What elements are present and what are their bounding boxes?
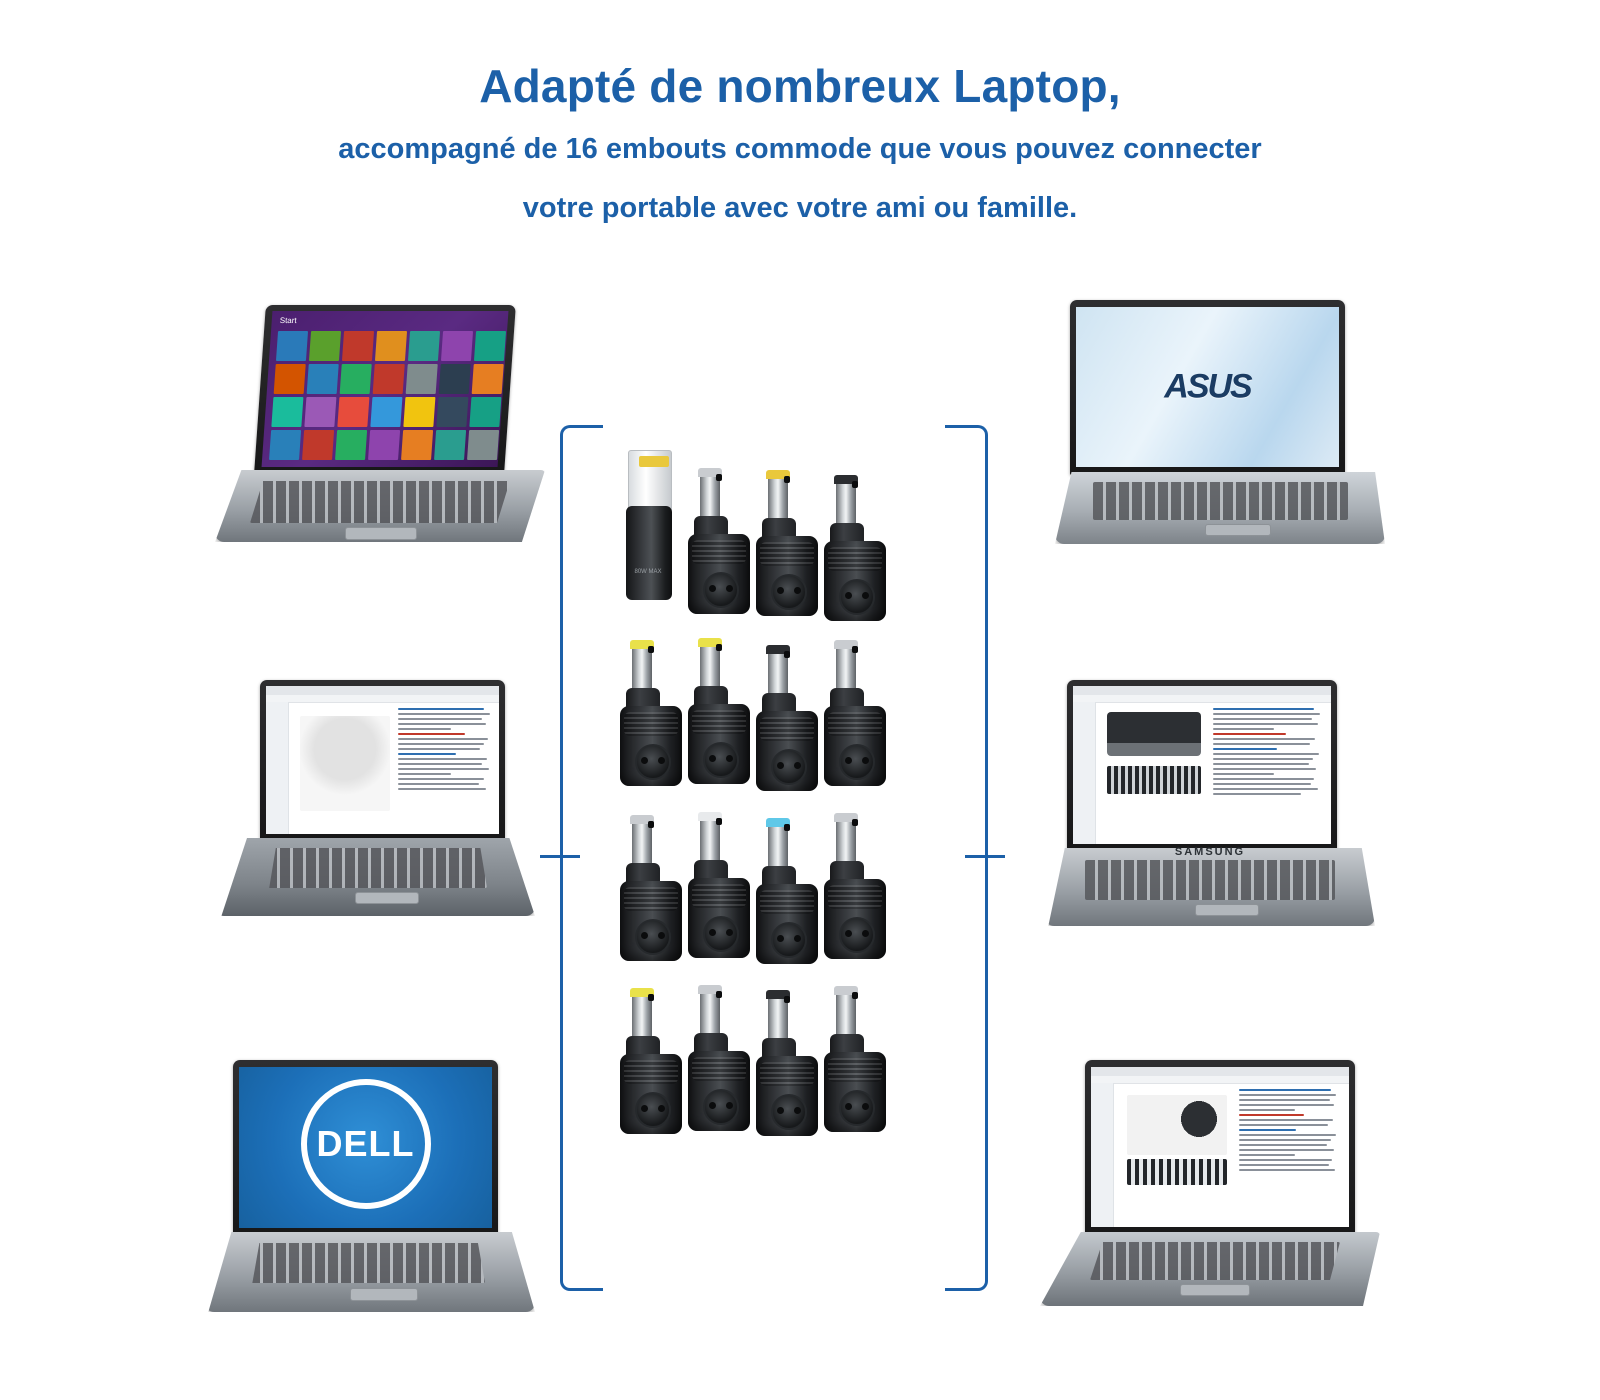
adapter-tip-7-grip <box>760 717 814 741</box>
laptop-acer-screen <box>266 686 499 834</box>
dell-logo-text: DELL <box>316 1123 415 1165</box>
browser-sidebar <box>266 702 289 834</box>
bracket-left-stem <box>540 855 580 858</box>
adapter-tip-9 <box>620 815 682 965</box>
product-page <box>1091 1067 1349 1227</box>
laptop-asus <box>1055 300 1385 555</box>
laptop-acer-touchpad <box>355 892 419 904</box>
adapter-tip-5-pin <box>648 646 654 653</box>
adapter-tip-6 <box>688 638 750 788</box>
laptop-dell-touchpad <box>350 1288 418 1301</box>
bracket-left <box>560 425 603 1291</box>
adapter-tip-6-grip <box>692 710 746 734</box>
adapter-tip-4 <box>824 475 886 625</box>
adapter-tip-14-socket <box>703 1089 739 1125</box>
adapter-tip-2-pin <box>716 474 722 481</box>
adapter-tip-3 <box>756 470 818 620</box>
adapter-tip-13-pin <box>648 994 654 1001</box>
laptop-samsung-keyboard <box>1085 860 1335 900</box>
adapter-tip-14 <box>688 985 750 1135</box>
adapter-tip-4-grip <box>828 547 882 571</box>
browser-sidebar <box>1073 702 1096 844</box>
laptop-asus-touchpad <box>1205 524 1271 536</box>
adapter-tip-7-pin <box>784 651 790 658</box>
adapter-tip-1-label: 80W MAX <box>634 569 662 575</box>
adapter-tip-8-socket <box>839 744 875 780</box>
laptop-thinkpad-keyboard <box>1090 1242 1340 1280</box>
adapter-tip-12-pin <box>852 819 858 826</box>
page-text-block <box>398 708 494 830</box>
adapter-tip-5 <box>620 640 682 790</box>
adapter-tip-1-body <box>626 506 672 600</box>
adapter-tip-6-socket <box>703 742 739 778</box>
adapter-tip-13 <box>620 988 682 1138</box>
laptop-dell <box>205 1060 535 1310</box>
adapter-tip-3-grip <box>760 542 814 566</box>
adapter-tip-13-socket <box>635 1092 671 1128</box>
product-page <box>1073 686 1331 844</box>
adapter-tip-11 <box>756 818 818 968</box>
adapter-tip-10 <box>688 812 750 962</box>
adapter-tip-10-socket <box>703 916 739 952</box>
adapter-tip-5-socket <box>635 744 671 780</box>
bracket-right-stem <box>965 855 1005 858</box>
adapter-tip-9-pin <box>648 821 654 828</box>
adapter-tip-10-pin <box>716 818 722 825</box>
laptop-samsung-brand: SAMSUNG <box>1174 846 1246 858</box>
laptop-hp-screen <box>262 311 509 467</box>
adapter-tip-2-grip <box>692 540 746 564</box>
adapter-tip-16-grip <box>828 1058 882 1082</box>
asus-logo-text: ASUS <box>1164 367 1251 406</box>
laptop-dell-keyboard <box>250 1243 485 1283</box>
laptop-hp-touchpad <box>345 527 417 540</box>
adapter-tip-1-connector <box>628 450 672 512</box>
adapter-tip-16-socket <box>839 1090 875 1126</box>
adapter-tip-6-pin <box>716 644 722 651</box>
windows-tile-grid <box>269 331 506 460</box>
browser-page <box>266 686 499 834</box>
adapter-tip-8-pin <box>852 646 858 653</box>
adapter-tip-14-pin <box>716 991 722 998</box>
adapter-tip-2-socket <box>703 572 739 608</box>
browser-toolbar <box>1073 695 1331 703</box>
laptop-dell-screen <box>239 1067 492 1228</box>
page-text-block <box>1239 1089 1341 1223</box>
adapter-tip-7 <box>756 645 818 795</box>
adapter-tip-15-pin <box>784 996 790 1003</box>
adapter-tip-4-pin <box>852 481 858 488</box>
adapter-tip-1-collar <box>639 456 669 467</box>
bracket-right <box>945 425 988 1291</box>
page-subtitle-line-2: votre portable avec votre ami ou famille. <box>522 191 1078 224</box>
adapter-tip-8 <box>824 640 886 790</box>
adapter-tip-7-socket <box>771 749 807 785</box>
laptop-hp <box>215 305 545 565</box>
adapter-tip-12-grip <box>828 885 882 909</box>
adapter-tip-14-grip <box>692 1057 746 1081</box>
product-photo-tip-set <box>1107 766 1201 794</box>
laptop-asus-screen <box>1076 307 1339 467</box>
laptop-samsung-screen <box>1073 686 1331 844</box>
laptop-thinkpad-screen <box>1091 1067 1349 1227</box>
adapter-tip-collection <box>600 440 940 1150</box>
product-photo-tip-row <box>1127 1159 1227 1185</box>
adapter-tip-16-pin <box>852 992 858 999</box>
laptop-thinkpad-touchpad <box>1180 1284 1250 1296</box>
adapter-tip-13-grip <box>624 1060 678 1084</box>
laptop-asus-keyboard <box>1093 482 1348 520</box>
laptop-samsung-touchpad <box>1195 904 1259 916</box>
adapter-tip-9-socket <box>635 919 671 955</box>
adapter-tip-10-grip <box>692 884 746 908</box>
dell-logo <box>301 1079 431 1209</box>
browser-toolbar <box>1091 1076 1349 1084</box>
adapter-tip-3-socket <box>771 574 807 610</box>
page-subtitle-line-1: accompagné de 16 embouts commode que vous pouvez connecter <box>338 132 1262 165</box>
adapter-tip-2 <box>688 468 750 618</box>
page-title: Adapté de nombreux Laptop, <box>479 60 1121 112</box>
adapter-tip-11-socket <box>771 922 807 958</box>
adapter-tip-12-socket <box>839 917 875 953</box>
laptop-acer <box>215 680 535 930</box>
product-photo-red-cable <box>300 716 390 811</box>
adapter-tip-9-grip <box>624 887 678 911</box>
adapter-tip-15-grip <box>760 1062 814 1086</box>
laptop-samsung <box>1045 680 1375 935</box>
browser-toolbar <box>266 695 499 703</box>
adapter-tip-3-pin <box>784 476 790 483</box>
page-text-block <box>1213 708 1323 840</box>
adapter-tip-11-pin <box>784 824 790 831</box>
adapter-tip-16 <box>824 986 886 1136</box>
laptop-acer-keyboard <box>267 848 487 888</box>
adapter-tip-12 <box>824 813 886 963</box>
windows-start-label: Start <box>279 316 298 325</box>
adapter-tip-1 <box>624 450 686 600</box>
laptop-thinkpad <box>1040 1060 1380 1310</box>
headline-block <box>0 60 1600 231</box>
laptop-hp-keyboard <box>250 481 510 523</box>
adapter-tip-11-grip <box>760 890 814 914</box>
product-photo-accessory-kit <box>1127 1095 1227 1155</box>
adapter-tip-8-grip <box>828 712 882 736</box>
adapter-tip-15 <box>756 990 818 1140</box>
adapter-tip-15-socket <box>771 1094 807 1130</box>
adapter-tip-4-socket <box>839 579 875 615</box>
adapter-tip-5-grip <box>624 712 678 736</box>
product-photo-power-adapter <box>1107 712 1201 756</box>
browser-sidebar <box>1091 1083 1114 1227</box>
